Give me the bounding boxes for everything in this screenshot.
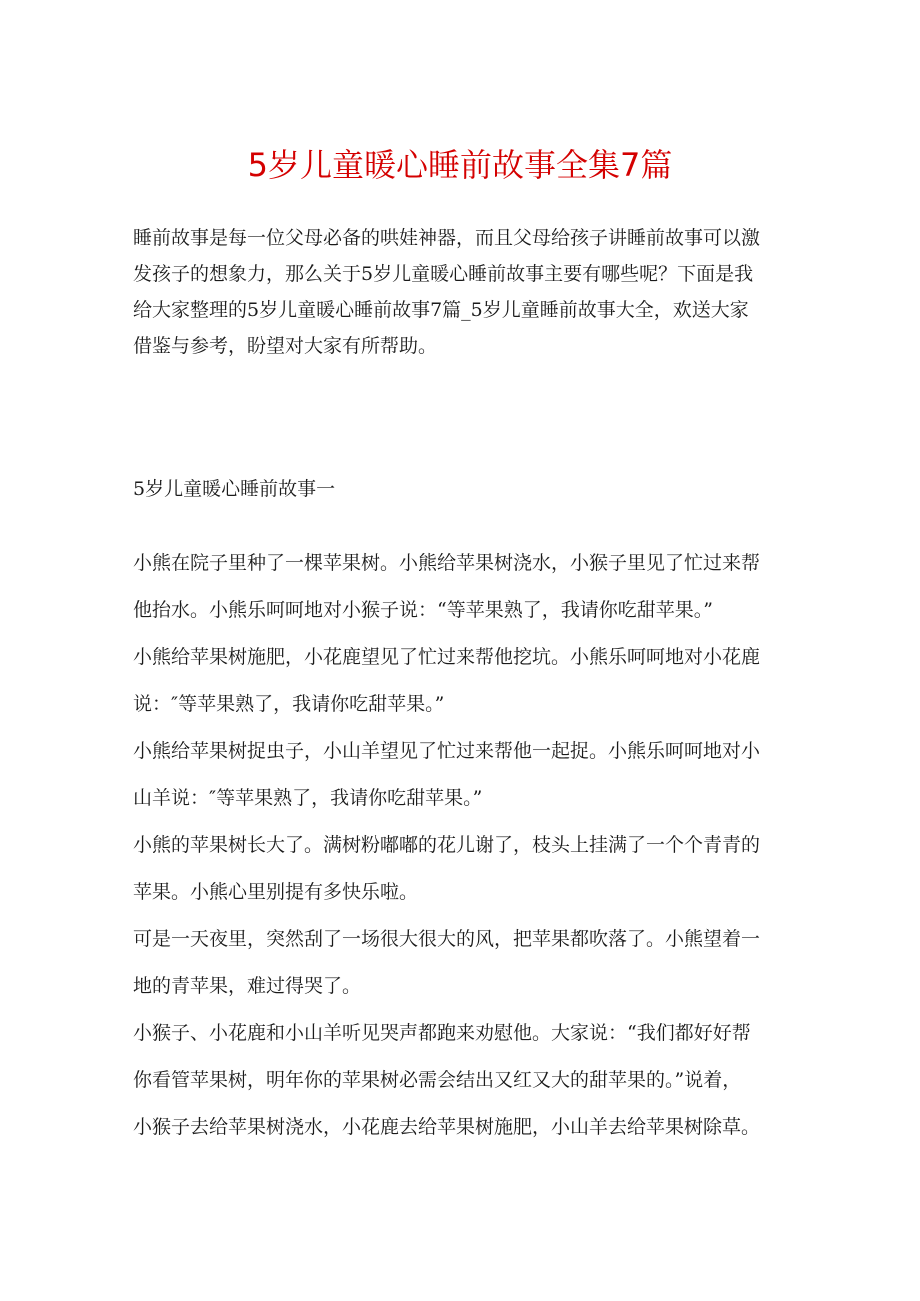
- story-line: 小熊给苹果树施肥，小花鹿望见了忙过来帮他挖坑。小熊乐呵呵地对小花鹿: [133, 646, 761, 668]
- story-line: 小熊在院子里种了一棵苹果树。小熊给苹果树浇水，小猴子里见了忙过来帮: [133, 552, 761, 574]
- story-line: 小熊的苹果树长大了。满树粉嘟嘟的花儿谢了，枝头上挂满了一个个青青的: [133, 834, 761, 856]
- story-line: 小猴子、小花鹿和小山羊听见哭声都跑来劝慰他。大家说：“我们都好好帮: [133, 1022, 751, 1044]
- story-line: 可是一天夜里，突然刮了一场很大很大的风，把苹果都吹落了。小熊望着一: [133, 928, 761, 950]
- story-body: [133, 540, 793, 1151]
- intro-line: 睡前故事是每一位父母必备的哄娃神器，而且父母给孩子讲睡前故事可以激: [133, 227, 761, 249]
- story-line: 说：″等苹果熟了，我请你吃甜苹果。”: [133, 693, 445, 715]
- intro-line: 发孩子的想象力，那么关于5岁儿童暖心睡前故事主要有哪些呢？下面是我: [133, 263, 754, 285]
- story-line: 他抬水。小熊乐呵呵地对小猴子说：“等苹果熟了，我请你吃甜苹果。”: [133, 599, 713, 621]
- intro-line: 借鉴与参考，盼望对大家有所帮助。: [133, 335, 438, 357]
- section-heading: 5岁儿童暖心睡前故事一: [133, 478, 336, 500]
- intro-line: 给大家整理的5岁儿童暖心睡前故事7篇_5岁儿童睡前故事大全，欢送大家: [133, 299, 749, 321]
- story-line: 山羊说：″等苹果熟了，我请你吃甜苹果。”: [133, 787, 483, 809]
- story-line: 小熊给苹果树捉虫子，小山羊望见了忙过来帮他一起捉。小熊乐呵呵地对小: [133, 740, 761, 762]
- intro-paragraph: [133, 220, 793, 364]
- story-line: 小猴子去给苹果树浇水，小花鹿去给苹果树施肥，小山羊去给苹果树除草。: [133, 1116, 761, 1138]
- story-line: 苹果。小熊心里别提有多快乐啦。: [133, 881, 419, 903]
- story-line: 地的青苹果，难过得哭了。: [133, 975, 362, 997]
- story-line: 你看管苹果树，明年你的苹果树必需会结出又红又大的甜苹果的。”说着，: [133, 1069, 742, 1091]
- document-title: 5岁儿童暖心睡前故事全集7篇: [247, 146, 673, 184]
